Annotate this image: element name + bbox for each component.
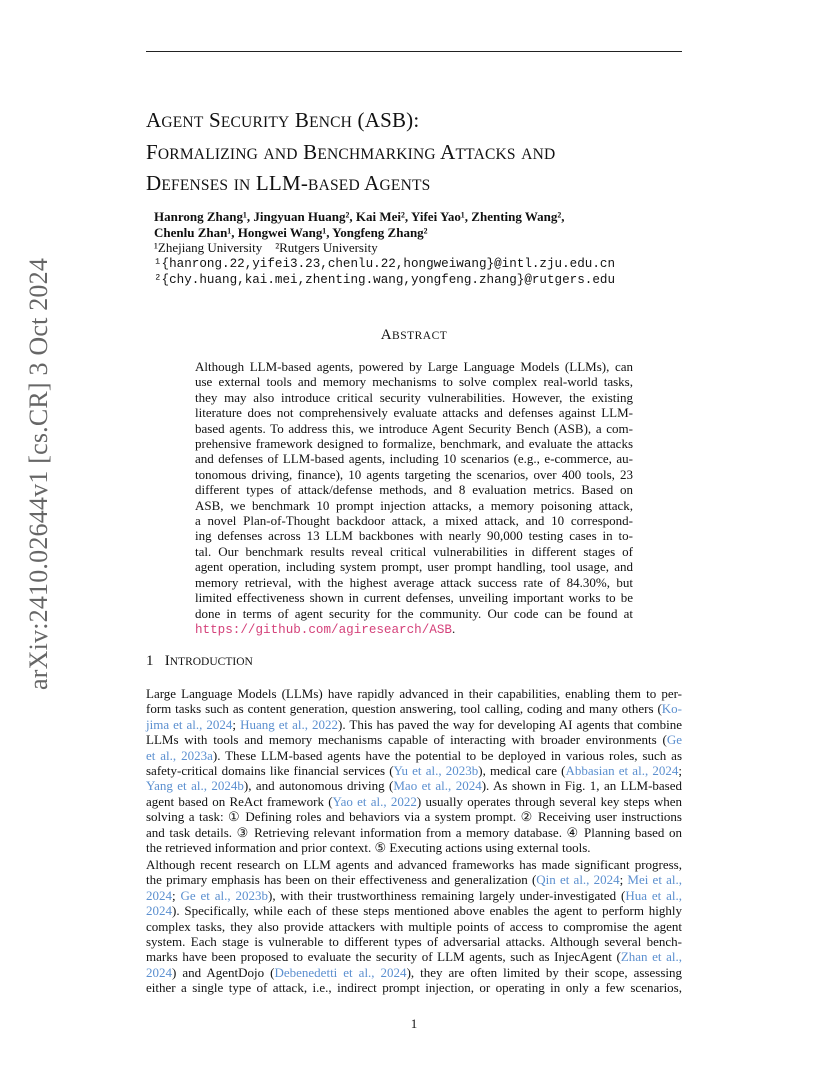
text-line: marks have been proposed to evaluate the security of LLM agents, such as InjecAgent (Zhan et al., <box>146 949 682 965</box>
abstract-line: literature does not comprehensively evaluate attacks and defenses against LLM- <box>195 405 633 421</box>
abstract-line: based agents. To address this, we introduce Agent Security Bench (ASB), a com- <box>195 420 633 436</box>
text-line: Although recent research on LLM agents and advanced frameworks has made significant progress, <box>146 857 682 872</box>
text-line: and task details. ③ Retrieving relevant information from a memory database. ④ Planning based on <box>146 824 682 840</box>
citation-link[interactable]: Huang et al., 2022 <box>240 716 339 732</box>
abstract-line: and defenses of LLM-based agents, including 10 scenarios (e.g., e-commerce, au- <box>195 451 633 467</box>
email-line-2: ²{chy.huang,kai.mei,zhenting.wang,yongfeng.zhang}@rutgers.edu <box>154 273 616 287</box>
page-number: 1 <box>410 1016 418 1031</box>
abstract-line: prehensive framework designed to formalize, benchmark, and evaluate the attacks <box>195 436 633 452</box>
author-line-2: Chenlu Zhan¹, Hongwei Wang¹, Yongfeng Zhang² <box>154 225 428 240</box>
text-line: the primary emphasis has been on their effectiveness and generalization (Qin et al., 2024; Mei et al., <box>146 872 682 888</box>
text-line: Large Language Models (LLMs) have rapidly advanced in their capabilities, enabling them to per- <box>146 686 682 701</box>
text-line: et al., 2023a). These LLM-based agents have the potential to be deployed in various roles, such as <box>146 747 683 763</box>
arxiv-stamp: arXiv:2410.02644v1 [cs.CR] 3 Oct 2024 <box>24 257 53 690</box>
citation-link[interactable]: Hua et al., <box>625 887 683 903</box>
abstract-line: tal. Our benchmark results reveal critical vulnerabilities in different stages of <box>195 543 633 559</box>
affiliations <box>154 240 615 288</box>
abstract-line: they may also introduce critical security vulnerabilities. However, the existing <box>195 389 633 405</box>
citation-link[interactable]: Debenedetti et al., 2024 <box>274 964 407 980</box>
text-line: LLMs with tools and memory mechanisms capable of interacting with broader environments (Ge <box>146 732 682 748</box>
abstract-line: https://github.com/agiresearch/ASB. <box>195 620 456 637</box>
text-line: safety-critical domains like financial services (Yu et al., 2023b), medical care (Abbasian et al., 2024; <box>146 763 682 779</box>
abstract-line: memory retrieval, with the highest average attack success rate of 84.30%, but <box>195 574 633 590</box>
abstract-line: limited effectiveness shown in current defenses, unveiling important works to be <box>195 590 633 606</box>
abstract-line: done in terms of agent security for the community. Our code can be found at <box>195 605 633 621</box>
citation-link[interactable]: Yang et al., 2024b <box>146 778 244 794</box>
intro-paragraph-2 <box>146 857 682 996</box>
text-line: jima et al., 2024; Huang et al., 2022). This has paved the way for developing AI agents that combine <box>146 716 682 732</box>
citation-link[interactable]: 2024 <box>146 964 172 980</box>
intro-paragraph-1 <box>146 686 682 855</box>
citation-link[interactable]: Qin et al., 2024 <box>536 872 620 888</box>
citation-link[interactable]: et al., 2023a <box>146 747 213 763</box>
text-line: agent based on ReAct framework (Yao et al., 2022) usually operates through several key steps when <box>146 793 682 809</box>
title-line: AGENT SECURITY BENCH (ASB): <box>146 108 420 132</box>
author-list <box>154 209 565 241</box>
institutions: ¹Zhejiang University ²Rutgers University <box>154 240 378 255</box>
abstract-heading: ABSTRACT <box>380 327 448 343</box>
top-rule <box>146 51 682 52</box>
abstract-line: tonomous driving, finance), 10 agents targeting the scenarios, over 400 tools, 23 <box>195 466 633 482</box>
text-line: system. Each stage is vulnerable to different types of adversarial attacks. Although several bench- <box>146 934 682 950</box>
citation-link[interactable]: Mei et al., <box>627 872 682 888</box>
citation-link[interactable]: Mao et al., 2024 <box>393 778 482 794</box>
title-line: FORMALIZING AND BENCHMARKING ATTACKS AND <box>146 139 556 164</box>
citation-link[interactable]: jima et al., 2024 <box>146 716 233 732</box>
abstract-line: use external tools and memory mechanisms to solve complex real-world tasks, <box>195 374 633 390</box>
abstract-line: agent operation, including system prompt, user prompt handling, tool usage, and <box>195 559 633 575</box>
text-line: 2024) and AgentDojo (Debenedetti et al., 2024), they are often limited by their scope, assessing <box>146 964 682 980</box>
text-line: 2024; Ge et al., 2023b), with their trustworthiness remaining largely under-investigated (Hua et al., <box>146 887 683 903</box>
author-line-1: Hanrong Zhang¹, Jingyuan Huang², Kai Mei², Yifei Yao¹, Zhenting Wang², <box>154 209 565 224</box>
text-line: solving a task: ① Defining roles and behaviors via a system prompt. ② Receiving user instructions <box>146 809 682 825</box>
citation-link[interactable]: Yao et al., 2022 <box>332 793 417 809</box>
citation-link[interactable]: Yu et al., 2023b <box>393 763 479 779</box>
citation-link[interactable]: 2024 <box>146 887 172 903</box>
citation-link[interactable]: Ge <box>666 732 682 748</box>
abstract-line: a novel Plan-of-Thought backdoor attack, a mixed attack, and 10 correspond- <box>195 513 633 529</box>
paper-title <box>146 106 706 201</box>
text-line: the retrieved information and prior context. ⑤ Executing actions using external tools. <box>146 840 591 856</box>
section-number: 1 <box>146 653 154 669</box>
text-line: 2024). Specifically, while each of these steps mentioned above enables the agent to perform highly <box>146 903 682 919</box>
citation-link[interactable]: 2024 <box>146 903 172 919</box>
email-line-1: ¹{hanrong.22,yifei3.23,chenlu.22,hongweiwang}@intl.zju.edu.cn <box>154 257 616 271</box>
citation-link[interactable]: Ko- <box>661 701 682 717</box>
citation-link[interactable]: Ge et al., 2023b <box>180 887 268 903</box>
section-heading <box>146 653 253 670</box>
text-line: form tasks such as content generation, question answering, tool calling, coding and many others (Ko- <box>146 701 682 717</box>
text-line: complex tasks, they also provide attackers with multiple points of access to compromise the agent <box>146 918 682 934</box>
text-line: Yang et al., 2024b), and autonomous driving (Mao et al., 2024). As shown in Fig. 1, an LLM-based <box>146 778 683 794</box>
title-line: DEFENSES IN LLM-BASED AGENTS <box>146 171 431 195</box>
code-link[interactable]: https://github.com/agiresearch/ASB <box>195 622 452 637</box>
abstract-line: different types of attack/defense methods, and 8 evaluation metrics. Based on <box>195 482 633 498</box>
text-line: either a single type of attack, i.e., indirect prompt injection, or operating in only a few scenarios, <box>146 980 682 996</box>
abstract-line: ASB, we benchmark 10 prompt injection attacks, a memory poisoning attack, <box>195 497 633 513</box>
section-title: INTRODUCTION <box>164 653 253 669</box>
abstract-body <box>195 359 633 638</box>
citation-link[interactable]: Abbasian et al., 2024 <box>565 763 679 779</box>
abstract-line: ing defenses across 13 LLM backbones with nearly 90,000 testing cases in to- <box>195 528 633 544</box>
citation-link[interactable]: Zhan et al., <box>620 949 682 965</box>
abstract-line: Although LLM-based agents, powered by Large Language Models (LLMs), can <box>195 359 633 374</box>
